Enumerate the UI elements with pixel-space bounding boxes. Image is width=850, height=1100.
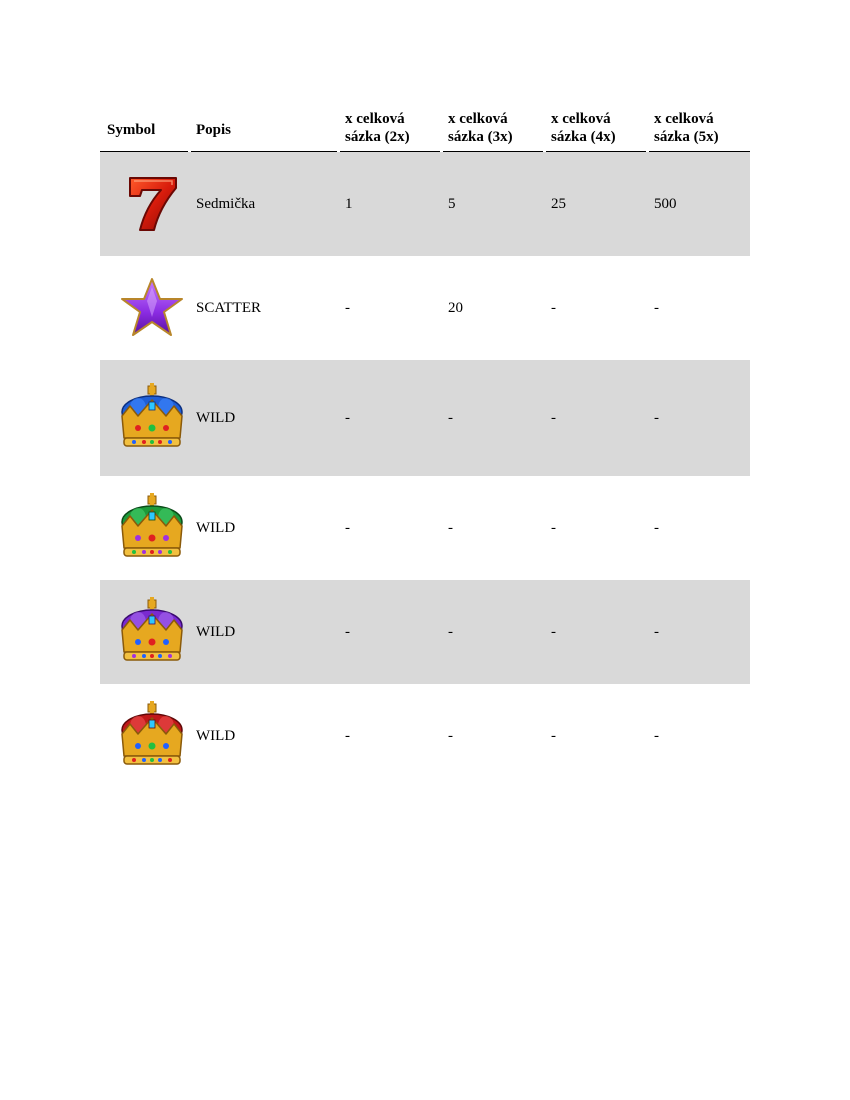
row-value: 500 bbox=[654, 195, 677, 212]
header-symbol: Symbol bbox=[107, 121, 156, 138]
purple-crown-wild-icon bbox=[116, 596, 188, 668]
row-value: 20 bbox=[448, 299, 463, 316]
header-multiplier-line1: x celková bbox=[654, 111, 714, 127]
table-row bbox=[100, 476, 750, 580]
row-description: WILD bbox=[196, 519, 236, 536]
header-divider-gap bbox=[188, 151, 191, 152]
header-divider-gap bbox=[543, 151, 546, 152]
symbol-cell bbox=[100, 277, 189, 339]
symbol-cell bbox=[100, 700, 189, 772]
purple-star-scatter-icon bbox=[119, 277, 185, 339]
row-value: - bbox=[551, 727, 556, 744]
symbol-cell bbox=[100, 492, 189, 564]
red-crown-wild-icon bbox=[116, 700, 188, 772]
row-value: - bbox=[448, 727, 453, 744]
row-value: - bbox=[345, 519, 350, 536]
header-divider-gap bbox=[646, 151, 649, 152]
table-row bbox=[100, 152, 750, 256]
symbol-cell bbox=[100, 596, 189, 668]
symbol-cell bbox=[100, 382, 189, 454]
header-multiplier-line1: x celková bbox=[448, 111, 508, 127]
row-value: - bbox=[345, 727, 350, 744]
blue-crown-wild-icon bbox=[116, 382, 188, 454]
symbol-cell bbox=[100, 174, 189, 234]
seven-icon bbox=[124, 174, 180, 234]
header-multiplier-3x bbox=[441, 108, 544, 151]
row-value: - bbox=[448, 623, 453, 640]
header-multiplier-4x bbox=[544, 108, 647, 151]
header-multiplier-line2: sázka (2x) bbox=[345, 129, 410, 145]
header-multiplier-5x bbox=[647, 108, 747, 151]
row-value: - bbox=[551, 299, 556, 316]
header-multiplier-line1: x celková bbox=[345, 111, 405, 127]
row-description: Sedmička bbox=[196, 195, 256, 212]
table-row bbox=[100, 256, 750, 360]
row-value: - bbox=[448, 409, 453, 426]
row-value: - bbox=[654, 409, 659, 426]
row-value: 25 bbox=[551, 195, 566, 212]
paytable bbox=[100, 108, 750, 788]
row-value: - bbox=[551, 623, 556, 640]
table-row bbox=[100, 580, 750, 684]
row-value: - bbox=[345, 409, 350, 426]
header-multiplier-line2: sázka (3x) bbox=[448, 129, 513, 145]
row-description: WILD bbox=[196, 727, 236, 744]
green-crown-wild-icon bbox=[116, 492, 188, 564]
header-divider-gap bbox=[337, 151, 340, 152]
row-value: 5 bbox=[448, 195, 456, 212]
table-header bbox=[100, 108, 750, 152]
header-multiplier-line2: sázka (5x) bbox=[654, 129, 719, 145]
row-value: - bbox=[448, 519, 453, 536]
row-value: - bbox=[345, 623, 350, 640]
header-multiplier-line1: x celková bbox=[551, 111, 611, 127]
row-value: - bbox=[654, 299, 659, 316]
header-multiplier-2x bbox=[338, 108, 441, 151]
row-description: WILD bbox=[196, 409, 236, 426]
header-divider-gap bbox=[440, 151, 443, 152]
row-description: SCATTER bbox=[196, 299, 262, 316]
header-description: Popis bbox=[196, 121, 232, 138]
table-row bbox=[100, 684, 750, 788]
row-value: - bbox=[654, 519, 659, 536]
row-value: - bbox=[345, 299, 350, 316]
row-value: - bbox=[551, 409, 556, 426]
row-description: WILD bbox=[196, 623, 236, 640]
row-value: - bbox=[551, 519, 556, 536]
row-value: 1 bbox=[345, 195, 353, 212]
row-value: - bbox=[654, 623, 659, 640]
row-value: - bbox=[654, 727, 659, 744]
header-multiplier-line2: sázka (4x) bbox=[551, 129, 616, 145]
table-row bbox=[100, 360, 750, 476]
